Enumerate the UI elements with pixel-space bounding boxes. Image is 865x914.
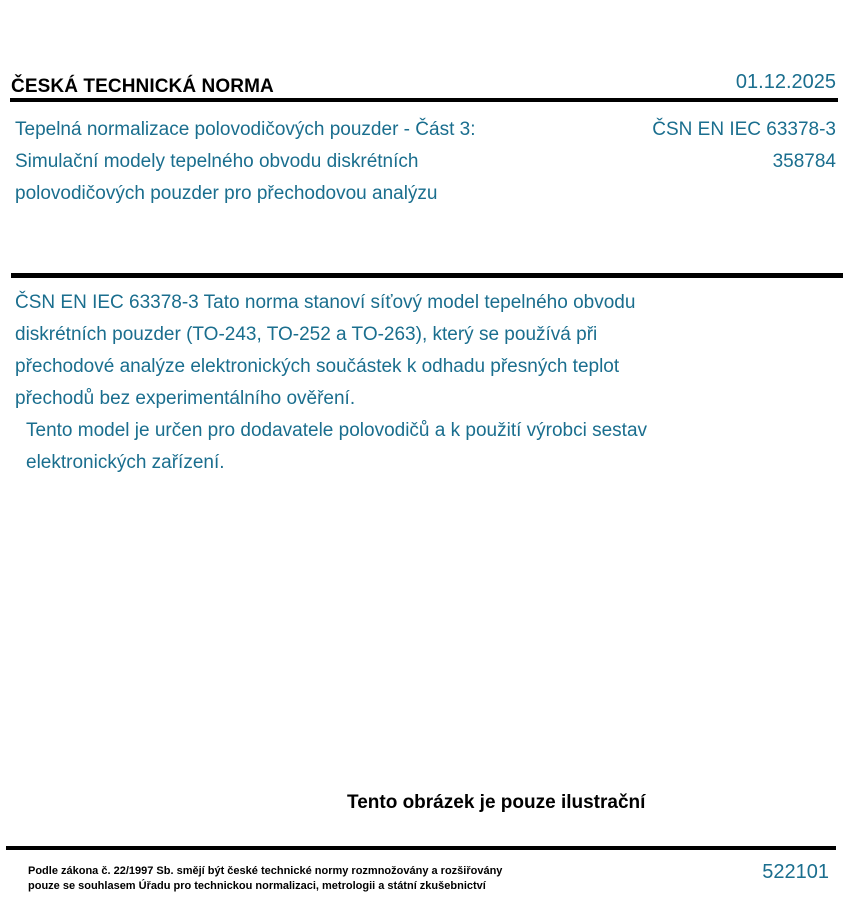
section-divider xyxy=(11,273,843,278)
abstract-paragraph: Tento model je určen pro dodavatele polovodičů a k použití výrobci sestav elektronických zařízení. xyxy=(26,420,648,473)
footer-divider xyxy=(6,846,836,850)
document-type-title: ČESKÁ TECHNICKÁ NORMA xyxy=(11,76,274,97)
abstract-paragraph: ČSN EN IEC 63378-3 Tato norma stanoví síťový model tepelného obvodu diskrétních pouzder (TO-243, TO-252 a TO-263), který se používá při přechodové analýze elektronických součástek k odhadu přesných teplot přechodů bez experimentálního ověření. xyxy=(15,292,636,409)
standard-class-code: 358784 xyxy=(772,151,836,172)
illustration-note: Tento obrázek je pouze ilustrační xyxy=(347,792,646,813)
publication-date: 01.12.2025 xyxy=(735,71,836,93)
standard-designation: ČSN EN IEC 63378-3 xyxy=(652,119,836,140)
header-divider xyxy=(10,98,838,102)
legal-notice-line: pouze se souhlasem Úřadu pro technickou normalizaci, metrologii a státní zkušebnictví xyxy=(28,880,486,892)
standard-title: Tepelná normalizace polovodičových pouzder - Část 3: Simulační modely tepelného obvodu diskrétních polovodičových pouzder pro přechodovou analýzu xyxy=(15,119,476,204)
order-number: 522101 xyxy=(762,861,829,883)
standard-identifiers xyxy=(652,114,836,178)
legal-notice xyxy=(28,864,502,894)
legal-notice-line: Podle zákona č. 22/1997 Sb. smějí být české technické normy rozmnožovány a rozšiřovány xyxy=(28,865,503,877)
abstract xyxy=(15,287,665,479)
